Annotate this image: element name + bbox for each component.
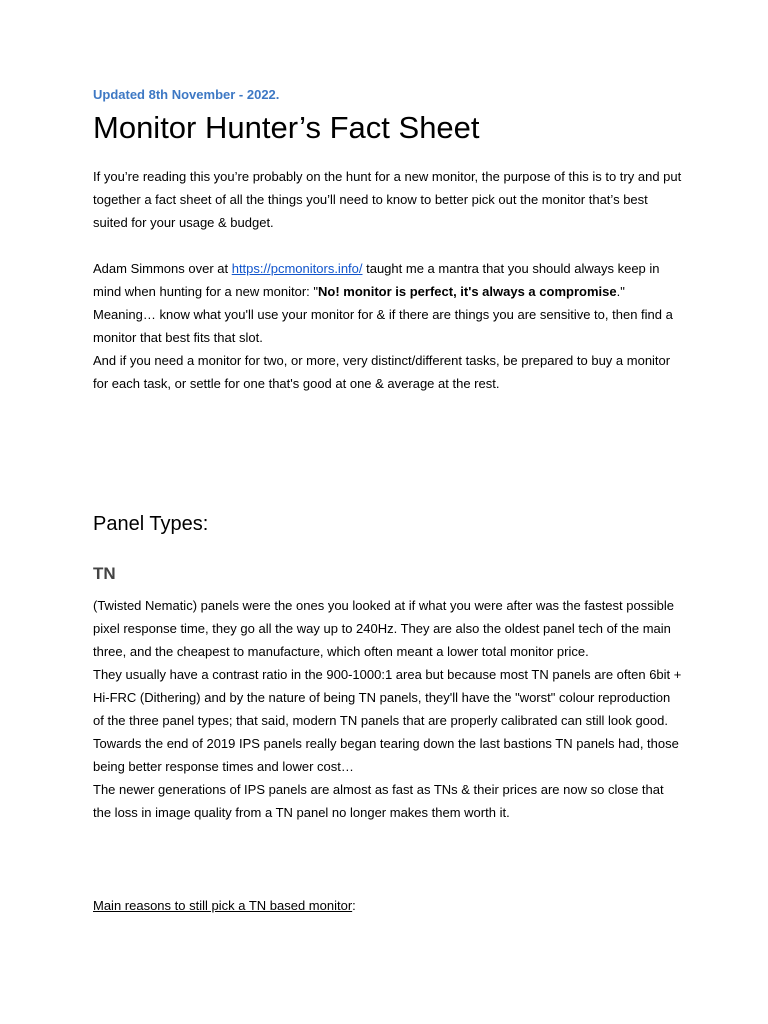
tn-heading: TN: [93, 564, 116, 583]
tn-line-3: Towards the end of 2019 IPS panels really began tearing down the last bastions TN panels had, those being better response times and lower cost…: [93, 736, 679, 774]
mantra-quote: No! monitor is perfect, it's always a compromise: [318, 284, 617, 299]
meaning-line: Meaning… know what you'll use your monitor for & if there are things you are sensitive to, then find a monitor that best fits that slot.: [93, 307, 673, 345]
mantra-prefix: Adam Simmons over at: [93, 261, 232, 276]
pcmonitors-link[interactable]: https://pcmonitors.info/: [231, 261, 363, 276]
tn-line-4: The newer generations of IPS panels are almost as fast as TNs & their prices are now so close that the loss in image quality from a TN panel no longer makes them worth it.: [93, 782, 664, 820]
tn-main-reasons-label: Main reasons to still pick a TN based monitor: [93, 898, 353, 913]
updated-date: Updated 8th November - 2022.: [93, 87, 280, 102]
mantra-paragraph: [93, 257, 683, 395]
page-title: Monitor Hunter’s Fact Sheet: [93, 110, 480, 145]
tn-line-1: (Twisted Nematic) panels were the ones you looked at if what you were after was the fastest possible pixel response time, they go all the way up to 240Hz. They are also the oldest panel tech of the main three, and the cheapest to manufacture, which often meant a lower total monitor price.: [93, 598, 674, 659]
tn-paragraph: [93, 594, 683, 824]
mantra-middle: taught me a mantra that you should always keep in mind when hunting for a new monitor: ": [93, 261, 660, 299]
mantra-suffix: .": [616, 284, 625, 299]
tn-line-2: They usually have a contrast ratio in the 900-1000:1 area but because most TN panels are often 6bit + Hi-FRC (Dithering) and by the nature of being TN panels, they'll have the "worst" colour reproduction of the three panel types; that said, modern TN panels that are properly calibrated can still look good.: [93, 667, 682, 728]
tn-main-reasons-colon: :: [352, 898, 356, 913]
panel-types-heading: Panel Types:: [93, 513, 209, 535]
tn-main-reasons-heading: [93, 894, 356, 917]
multi-task-line: And if you need a monitor for two, or more, very distinct/different tasks, be prepared to buy a monitor for each task, or settle for one that's good at one & average at the rest.: [93, 353, 671, 391]
intro-paragraph: If you’re reading this you’re probably on the hunt for a new monitor, the purpose of this is to try and put together a fact sheet of all the things you’ll need to know to better pick out the monitor that’s best suited for your usage & budget.: [93, 169, 682, 230]
